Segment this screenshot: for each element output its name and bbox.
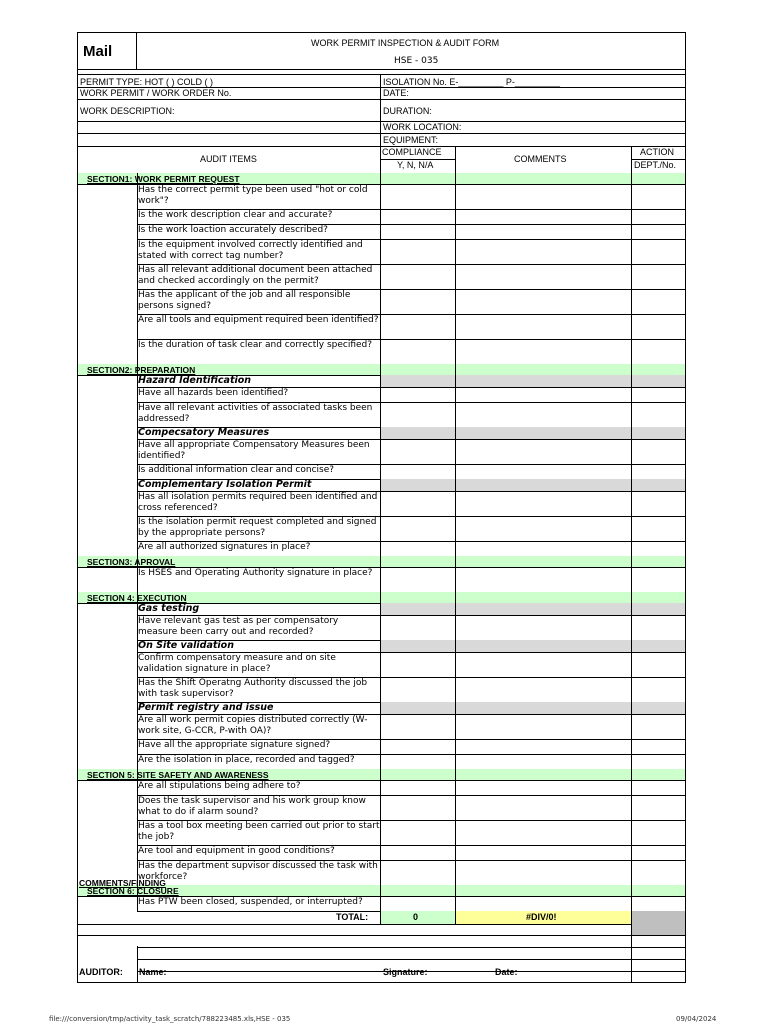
row-rule bbox=[137, 947, 686, 948]
section-label: SECTION 5: SITE SAFETY AND AWARENESS bbox=[87, 770, 269, 780]
action-grey-cell bbox=[631, 924, 686, 935]
audit-question: Is the duration of task clear and correctly specified? bbox=[138, 340, 373, 350]
col-compliance-sub: Y, N, N/A bbox=[397, 160, 434, 170]
audit-question: Has PTW been closed, suspended, or interrupted? bbox=[138, 897, 363, 907]
audit-question: Is HSES and Operating Authority signature in place? bbox=[138, 568, 373, 578]
audit-form bbox=[77, 32, 686, 983]
form-code: HSE - 035 bbox=[394, 56, 439, 66]
comments-label: COMMENTS/FINDING bbox=[79, 878, 166, 888]
permit-type: PERMIT TYPE: HOT ( ) COLD ( ) bbox=[80, 77, 214, 87]
audit-question: Is the equipment involved correctly identified and stated with correct tag number? bbox=[138, 240, 363, 261]
audit-question: Have all relevant activities of associated tasks been addressed? bbox=[138, 403, 373, 424]
subheading-label: Gas testing bbox=[138, 603, 200, 614]
subheading-band bbox=[380, 603, 686, 615]
audit-question: Have relevant gas test as per compensatory measure been carry out and recorded? bbox=[138, 616, 339, 637]
audit-question: Have all hazards been identified? bbox=[138, 388, 289, 398]
total-action-cell bbox=[631, 911, 686, 924]
row-rule bbox=[78, 924, 686, 925]
audit-question: Has the correct permit type been used "hot or cold work"? bbox=[138, 185, 368, 206]
auditor-signature: Signature: bbox=[383, 967, 428, 977]
info-rule-2 bbox=[78, 99, 686, 100]
audit-question: Have all appropriate Compensatory Measures been identified? bbox=[138, 440, 370, 461]
date-label: DATE: bbox=[383, 88, 409, 98]
audit-question: Has all relevant additional document been attached and checked accordingly on the permit? bbox=[138, 265, 373, 286]
auditor-date: Date: bbox=[495, 967, 518, 977]
subheading-band bbox=[380, 640, 686, 652]
col-action: ACTION bbox=[640, 147, 675, 157]
audit-question: Are all tools and equipment required been identified? bbox=[138, 315, 379, 325]
audit-question: Has all isolation permits required been identified and cross referenced? bbox=[138, 492, 378, 513]
section-label: SECTION 4: EXECUTION bbox=[87, 593, 187, 603]
logo-text: Mail bbox=[83, 43, 113, 60]
subheading-band bbox=[380, 375, 686, 387]
col-rule bbox=[137, 173, 138, 911]
subheading-label: Hazard Identification bbox=[138, 375, 252, 386]
subheading-label: Complementary Isolation Permit bbox=[138, 479, 312, 490]
audit-question: Are all authorized signatures in place? bbox=[138, 542, 311, 552]
total-label: TOTAL: bbox=[336, 912, 369, 922]
equipment-label: EQUIPMENT: bbox=[383, 135, 439, 145]
audit-question: Has a tool box meeting been carried out prior to start the job? bbox=[138, 821, 380, 842]
col-comments: COMMENTS bbox=[514, 154, 567, 164]
section-label: SECTION1: WORK PERMIT REQUEST bbox=[87, 174, 240, 184]
section-label: SECTION3: APROVAL bbox=[87, 557, 176, 567]
audit-question: Are the isolation in place, recorded and tagged? bbox=[138, 755, 355, 765]
audit-question: Is additional information clear and concise? bbox=[138, 465, 335, 475]
header-rule-2 bbox=[78, 74, 686, 75]
subheading-label: Permit registry and issue bbox=[138, 702, 274, 713]
work-location: WORK LOCATION: bbox=[383, 122, 462, 132]
form-title: WORK PERMIT INSPECTION & AUDIT FORM bbox=[311, 38, 500, 48]
subheading-label: On Site validation bbox=[138, 640, 234, 651]
col-audit-items: AUDIT ITEMS bbox=[200, 154, 257, 164]
audit-question: Is the work loaction accurately described? bbox=[138, 225, 328, 235]
logo-divider bbox=[136, 33, 137, 69]
footer-path: file:///conversion/tmp/activity_task_scratch/788223485.xls,HSE - 035 bbox=[49, 1015, 291, 1023]
col-rule bbox=[137, 946, 138, 983]
isolation-no: ISOLATION No. E-_________ P-_________ bbox=[383, 77, 560, 87]
section-label: SECTION 6: CLOSURE bbox=[87, 886, 179, 896]
col-action-sub: DEPT./No. bbox=[634, 160, 677, 170]
header-rule-1 bbox=[78, 69, 686, 70]
col-compliance: COMPLIANCE bbox=[382, 147, 442, 157]
info-rule-3 bbox=[78, 121, 686, 122]
audit-question: Has the department supvisor discussed the task with workforce? bbox=[138, 861, 378, 882]
audit-question: Are tool and equipment in good conditions? bbox=[138, 846, 335, 856]
duration-label: DURATION: bbox=[383, 106, 432, 116]
audit-question: Does the task supervisor and his work group know what to do if alarm sound? bbox=[138, 796, 366, 817]
subheading-band bbox=[380, 702, 686, 714]
col-rule bbox=[380, 146, 381, 924]
audit-question: Is the isolation permit request completed and signed by the appropriate persons? bbox=[138, 517, 377, 538]
subheading-label: Compecsatory Measures bbox=[138, 427, 270, 438]
work-description: WORK DESCRIPTION: bbox=[80, 106, 175, 116]
subheading-band bbox=[380, 427, 686, 439]
audit-question: Is the work description clear and accurate? bbox=[138, 210, 333, 220]
row-rule bbox=[631, 159, 686, 160]
info-rule-4 bbox=[78, 133, 686, 134]
subheading-band bbox=[380, 479, 686, 491]
audit-question: Has the Shift Operatng Authority discussed the job with task supervisor? bbox=[138, 678, 368, 699]
total-comments-value: #DIV/0! bbox=[526, 912, 557, 922]
total-compliance-value: 0 bbox=[413, 912, 419, 922]
audit-question: Are all stipulations being adhere to? bbox=[138, 781, 301, 791]
row-rule bbox=[78, 935, 686, 936]
row-rule bbox=[380, 159, 455, 160]
col-rule bbox=[631, 146, 632, 983]
section-label: SECTION2: PREPARATION bbox=[87, 365, 196, 375]
audit-question: Have all the appropriate signature signed? bbox=[138, 740, 331, 750]
auditor-label: AUDITOR: bbox=[79, 967, 123, 977]
audit-question: Has the applicant of the job and all responsible persons signed? bbox=[138, 290, 351, 311]
footer-date: 09/04/2024 bbox=[676, 1015, 717, 1023]
work-permit-no: WORK PERMIT / WORK ORDER No. bbox=[80, 88, 232, 98]
col-rule bbox=[455, 146, 456, 924]
auditor-name: Name: bbox=[139, 967, 167, 977]
row-rule bbox=[137, 959, 686, 960]
audit-question: Confirm compensatory measure and on site validation signature in place? bbox=[138, 653, 336, 674]
audit-question: Are all work permit copies distributed correctly (W-work site, G-CCR, P-with OA)? bbox=[138, 715, 368, 736]
info-divider bbox=[380, 74, 381, 150]
